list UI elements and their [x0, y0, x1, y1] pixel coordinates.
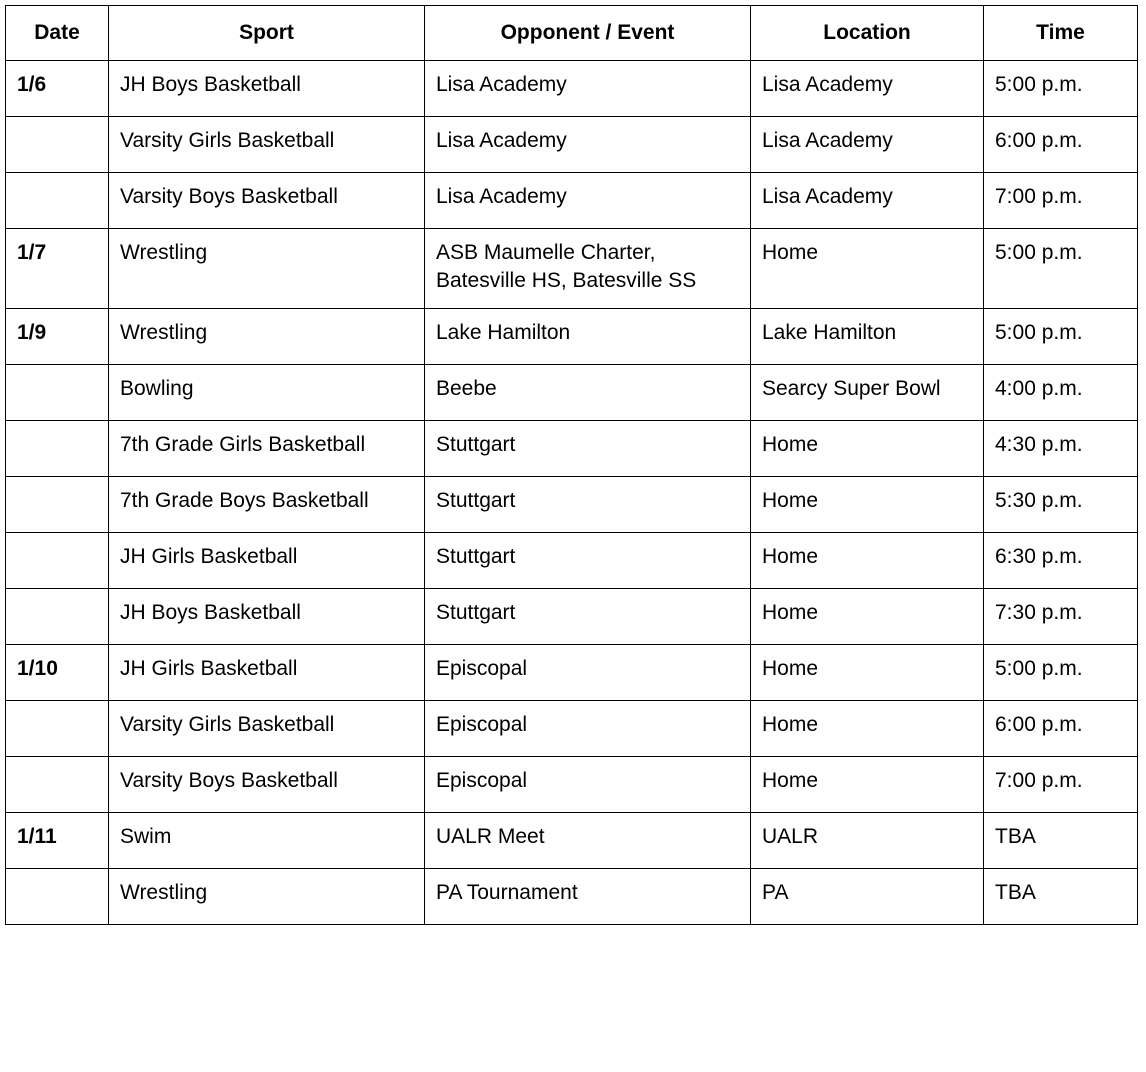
location-cell: Lisa Academy	[751, 117, 984, 173]
sport-cell: Swim	[109, 813, 425, 869]
time-cell: 5:00 p.m.	[984, 229, 1138, 309]
table-row	[6, 365, 1138, 421]
table-row	[6, 645, 1138, 701]
table-row	[6, 421, 1138, 477]
location-cell: Home	[751, 533, 984, 589]
table-row	[6, 173, 1138, 229]
time-cell: 5:00 p.m.	[984, 309, 1138, 365]
location-cell: PA	[751, 869, 984, 925]
time-cell: 7:00 p.m.	[984, 173, 1138, 229]
sport-cell: JH Boys Basketball	[109, 61, 425, 117]
time-cell: 5:00 p.m.	[984, 645, 1138, 701]
table-row	[6, 309, 1138, 365]
date-cell	[6, 589, 109, 645]
time-cell: TBA	[984, 813, 1138, 869]
sport-cell: JH Girls Basketball	[109, 645, 425, 701]
opponent-cell: Stuttgart	[425, 533, 751, 589]
date-cell: 1/9	[6, 309, 109, 365]
date-cell	[6, 701, 109, 757]
column-header-opponent: Opponent / Event	[425, 6, 751, 61]
table-row	[6, 61, 1138, 117]
opponent-cell: UALR Meet	[425, 813, 751, 869]
location-cell: Home	[751, 421, 984, 477]
schedule-table	[5, 5, 1138, 925]
column-header-time: Time	[984, 6, 1138, 61]
opponent-cell: Lisa Academy	[425, 61, 751, 117]
date-cell	[6, 365, 109, 421]
table-row	[6, 229, 1138, 309]
opponent-cell: Episcopal	[425, 645, 751, 701]
location-cell: Lisa Academy	[751, 61, 984, 117]
location-cell: UALR	[751, 813, 984, 869]
opponent-cell: Lake Hamilton	[425, 309, 751, 365]
opponent-cell: Stuttgart	[425, 477, 751, 533]
opponent-cell: ASB Maumelle Charter, Batesville HS, Batesville SS	[425, 229, 751, 309]
time-cell: 7:00 p.m.	[984, 757, 1138, 813]
sport-cell: Varsity Girls Basketball	[109, 117, 425, 173]
time-cell: 4:30 p.m.	[984, 421, 1138, 477]
location-cell: Lisa Academy	[751, 173, 984, 229]
sport-cell: JH Girls Basketball	[109, 533, 425, 589]
date-cell	[6, 869, 109, 925]
header-row	[6, 6, 1138, 61]
location-cell: Home	[751, 229, 984, 309]
sport-cell: Varsity Boys Basketball	[109, 173, 425, 229]
date-cell: 1/11	[6, 813, 109, 869]
time-cell: TBA	[984, 869, 1138, 925]
opponent-cell: Stuttgart	[425, 421, 751, 477]
date-cell	[6, 421, 109, 477]
table-row	[6, 869, 1138, 925]
column-header-date: Date	[6, 6, 109, 61]
column-header-sport: Sport	[109, 6, 425, 61]
opponent-cell: Episcopal	[425, 757, 751, 813]
location-cell: Home	[751, 701, 984, 757]
time-cell: 6:00 p.m.	[984, 117, 1138, 173]
time-cell: 5:30 p.m.	[984, 477, 1138, 533]
date-cell	[6, 477, 109, 533]
date-cell	[6, 757, 109, 813]
table-row	[6, 757, 1138, 813]
opponent-cell: PA Tournament	[425, 869, 751, 925]
sport-cell: Varsity Girls Basketball	[109, 701, 425, 757]
location-cell: Home	[751, 757, 984, 813]
location-cell: Home	[751, 477, 984, 533]
sport-cell: JH Boys Basketball	[109, 589, 425, 645]
sport-cell: Wrestling	[109, 869, 425, 925]
time-cell: 4:00 p.m.	[984, 365, 1138, 421]
sport-cell: 7th Grade Girls Basketball	[109, 421, 425, 477]
opponent-cell: Episcopal	[425, 701, 751, 757]
location-cell: Lake Hamilton	[751, 309, 984, 365]
time-cell: 6:00 p.m.	[984, 701, 1138, 757]
date-cell: 1/6	[6, 61, 109, 117]
date-cell: 1/10	[6, 645, 109, 701]
opponent-cell: Lisa Academy	[425, 117, 751, 173]
table-row	[6, 589, 1138, 645]
sport-cell: Varsity Boys Basketball	[109, 757, 425, 813]
opponent-cell: Lisa Academy	[425, 173, 751, 229]
table-row	[6, 813, 1138, 869]
location-cell: Home	[751, 645, 984, 701]
location-cell: Searcy Super Bowl	[751, 365, 984, 421]
opponent-cell: Stuttgart	[425, 589, 751, 645]
column-header-location: Location	[751, 6, 984, 61]
date-cell: 1/7	[6, 229, 109, 309]
table-row	[6, 477, 1138, 533]
time-cell: 5:00 p.m.	[984, 61, 1138, 117]
sport-cell: Wrestling	[109, 229, 425, 309]
table-row	[6, 117, 1138, 173]
sport-cell: Wrestling	[109, 309, 425, 365]
table-row	[6, 533, 1138, 589]
date-cell	[6, 117, 109, 173]
time-cell: 7:30 p.m.	[984, 589, 1138, 645]
sport-cell: 7th Grade Boys Basketball	[109, 477, 425, 533]
opponent-cell: Beebe	[425, 365, 751, 421]
table-row	[6, 701, 1138, 757]
location-cell: Home	[751, 589, 984, 645]
time-cell: 6:30 p.m.	[984, 533, 1138, 589]
date-cell	[6, 533, 109, 589]
sport-cell: Bowling	[109, 365, 425, 421]
date-cell	[6, 173, 109, 229]
